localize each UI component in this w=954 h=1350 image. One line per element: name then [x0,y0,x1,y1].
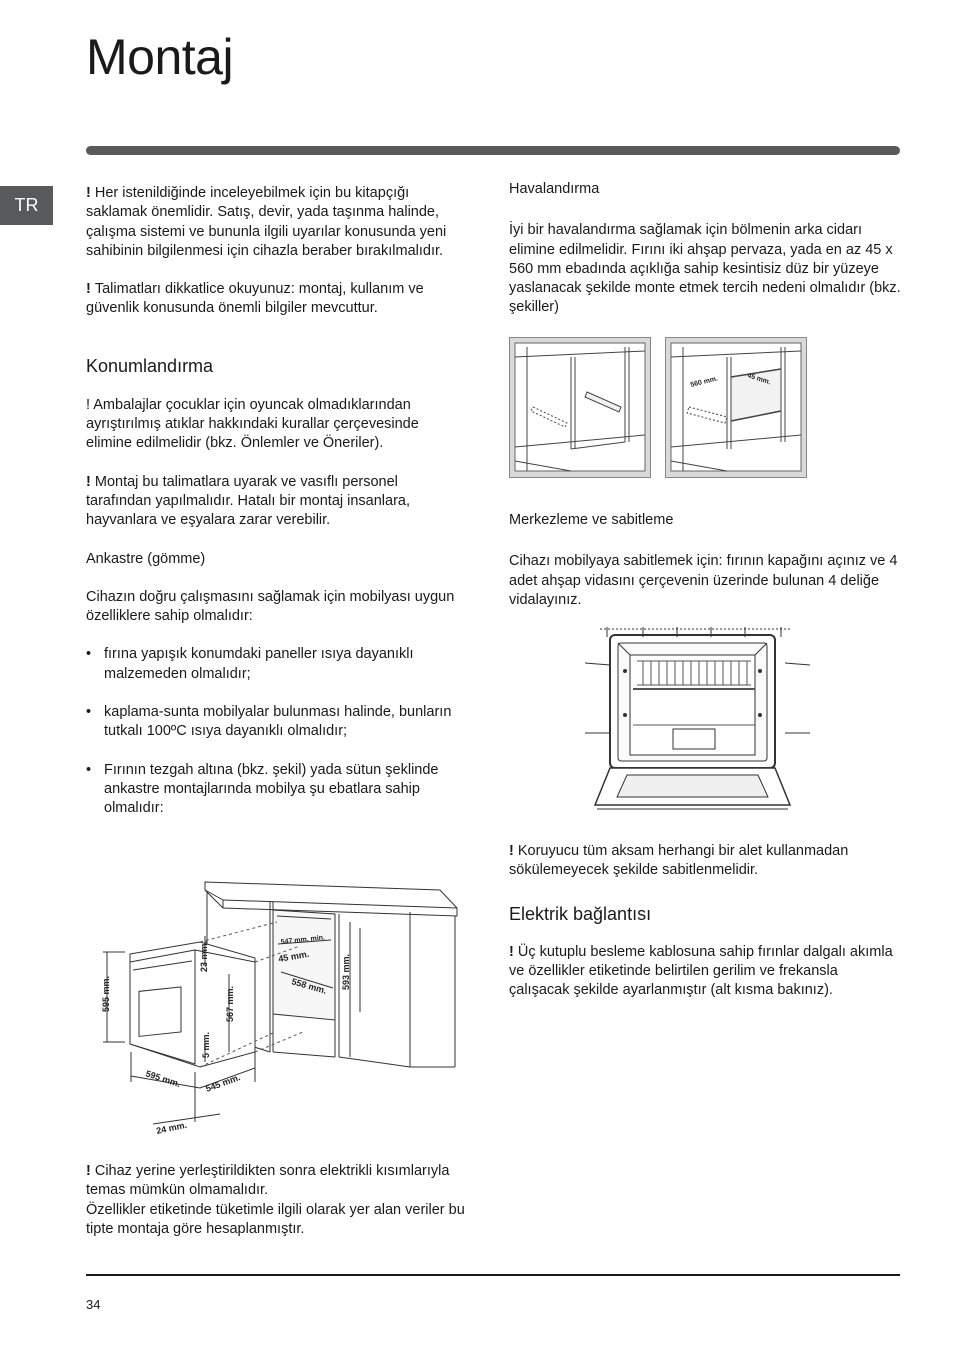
language-tab: TR [0,186,53,225]
heading-konumlandirma: Konumlandırma [86,355,214,376]
qualified-installer-paragraph: ! Montaj bu talimatlara uyarak ve vasıflı personel tarafından yapılmalıdır. Hatalı bir montaj insanlara, hayvanlara ve eşyalara zarar verebilir. [86,473,410,529]
protection-paragraph: ! Koruyucu tüm aksam herhangi bir alet kullanmadan sökülemeyecek şekilde sabitlenmelidir. [509,843,849,879]
warning-mark: ! [86,185,95,201]
packaging-paragraph: ! Ambalajlar çocuklar için oyuncak olmadıklarından ayrıştırılmış atıklar hakkındaki kurallar çerçevesinde elimine edilmelidir (bkz. Önlemler ve Öneriler). [86,396,419,452]
dim-23: 23 mm. [199,940,209,972]
dim-5: 5 mm. [201,1031,211,1058]
vent-dim-560: 560 mm. [689,375,719,389]
installation-dimensions-diagram [95,862,465,1142]
page-title: Montaj [86,29,234,85]
warning-mark: ! [86,473,95,490]
ventilation-figure-wooden-strips [509,337,651,478]
dim-24: 24 mm. [155,1119,188,1136]
dim-45: 45 mm. [277,948,310,964]
subheading-merkezleme: Merkezleme ve sabitleme [509,512,674,528]
safety-paragraph: ! Cihaz yerine yerleştirildikten sonra elektrikli kısımlarıyla temas mümkün olmamalıdır. Özellikler etiketinde tüketimle ilgili olarak yer alan veriler bu tipte montaja göre hesaplanmıştır. [86,1163,465,1237]
footer-rule [86,1274,900,1276]
title-rule [86,146,900,155]
requirements-list [86,645,466,818]
list-item: • Fırının tezgah altına (bkz. şekil) yada sütun şeklinde ankastre montajlarında mobilya şu ebatlara sahip olmalıdır: [86,761,466,819]
dim-558: 558 mm. [290,976,328,996]
read-instructions-paragraph: ! Talimatları dikkatlice okuyunuz: montaj, kullanım ve güvenlik konusunda önemli bilgiler mevcuttur. [86,281,424,317]
centering-section [509,511,901,610]
electrical-section [509,842,901,1000]
vent-dim-45: 45 mm. [746,372,772,387]
list-item: • fırına yapışık konumdaki paneller ısıya dayanıklı malzemeden olmalıdır; [86,645,466,684]
left-column [86,184,466,819]
heading-elektrik: Elektrik bağlantısı [509,903,652,924]
warning-mark: ! [509,943,518,960]
list-item: • kaplama-sunta mobilyalar bulunması halinde, bunların tutkalı 100ºC ısıya dayanıklı olmalıdır; [86,703,466,742]
dim-oven-height: 595 mm. [101,975,111,1012]
warning-mark: ! [86,281,95,298]
ventilation-paragraph: İyi bir havalandırma sağlamak için bölmenin arka cidarı elimine edilmelidir. Fırını iki ahşap pervaza, yada en az 45 x 560 mm ebadında açıklığa sahip kesintisiz düz bir yüzeye yaslanacak şekilde monte etmek tercih nedeni olmalıdır (bkz. şekiller) [509,222,901,316]
warning-mark: ! [86,1163,95,1179]
intro-paragraph: ! Her istenildiğinde inceleyebilmek için bu kitapçığı saklamak önemlidir. Satış, devir, yada taşınma halinde, çalışma sistemi ve bununla ilgili uyarılar konusunda yeni sahibinin bilgilenmesi için cihazla beraber bırakılmalıdır. [86,185,447,259]
dim-593: 593 mm. [341,953,351,990]
oven-fixing-figure [585,625,810,820]
dim-547-min: 547 mm. min. [280,934,326,946]
right-column [509,180,901,318]
dim-oven-width: 595 mm. [144,1068,182,1090]
dim-567: 567 mm. [225,985,235,1022]
furniture-requirements-paragraph: Cihazın doğru çalışmasını sağlamak için mobilyası uygun özelliklere sahip olmalıdır: [86,588,455,625]
dim-545: 545 mm. [204,1072,242,1094]
fixing-paragraph: Cihazı mobilyaya sabitlemek için: fırının kapağını açınız ve 4 adet ahşap vidasını çerçevenin üzerinde bulunan 4 deliğe vidalayınız. [509,553,898,608]
subheading-ankastre: Ankastre (gömme) [86,550,206,567]
subheading-havalandirma: Havalandırma [509,181,600,197]
page-number: 34 [86,1297,101,1312]
warning-mark: ! [509,843,518,859]
ventilation-figure-continuous-surface [665,337,807,478]
electrical-paragraph: ! Üç kutuplu besleme kablosuna sahip fırınlar dalgalı akımla ve özellikler etiketinde belirtilen gerilim ve frekansla çalışacak şekilde ayarlanmıştır (alt kısma bakınız). [509,943,893,999]
